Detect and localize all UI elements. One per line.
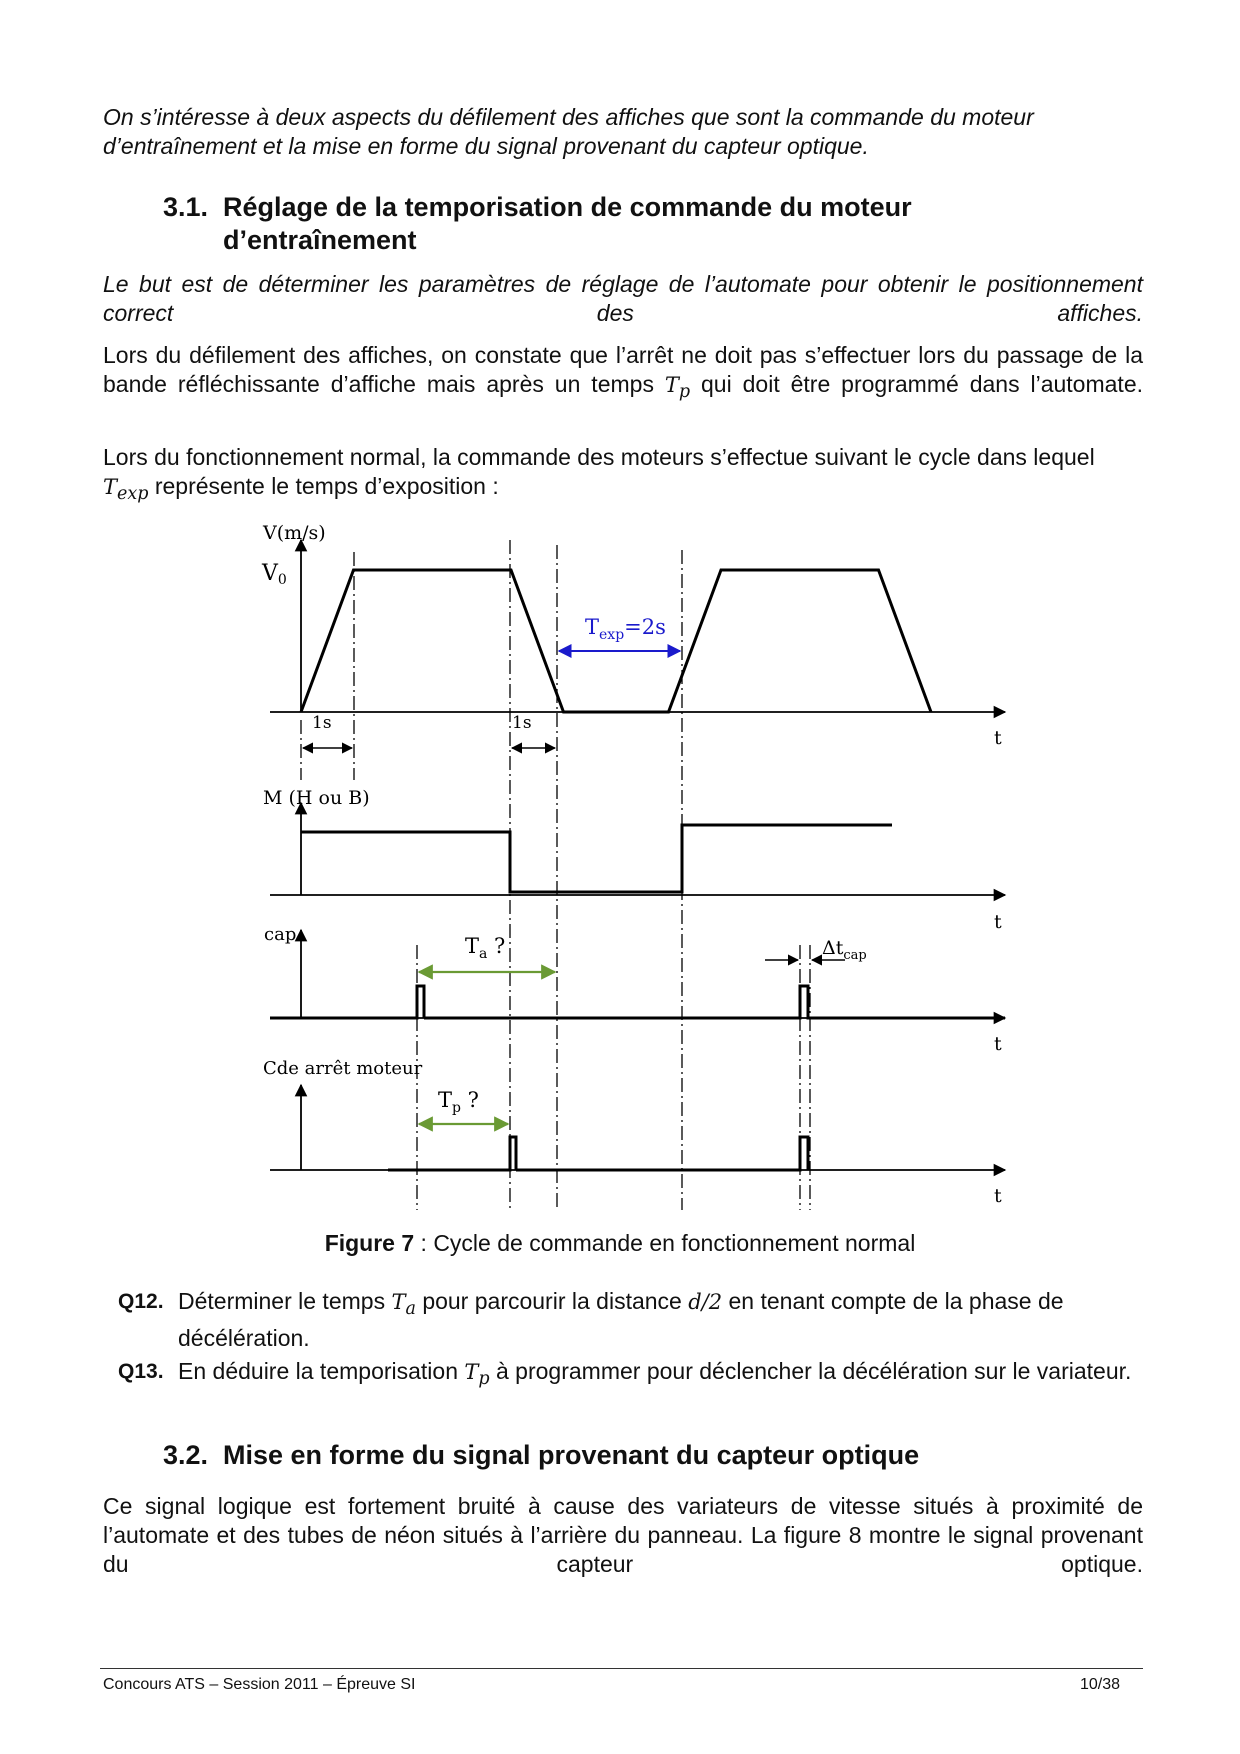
cap-axis-label: cap <box>264 924 297 945</box>
motor-signal <box>301 825 892 892</box>
section-number: 3.2. <box>163 1440 209 1470</box>
ta-label: $T_a$ ? <box>465 934 506 962</box>
question-q12: Q12. Déterminer le temps $T_a$ pour parcourir la distance d/2 en tenant compte de la phase de décélération. <box>118 1288 1064 1352</box>
cde-pulse <box>516 1137 808 1170</box>
question-number: Q13. <box>118 1360 164 1383</box>
decel-time-label: 1s <box>512 713 532 733</box>
section-number: 3.1. <box>163 192 209 222</box>
m-axis-label: M (H ou B) <box>263 787 370 809</box>
t-label: t <box>994 1033 1002 1055</box>
v-axis-label: V(m/s) <box>263 522 326 544</box>
cap-pulse <box>424 986 1005 1018</box>
t-label: t <box>994 911 1002 933</box>
figure-label: Figure 7 <box>324 1230 415 1256</box>
para-tp: Lors du défilement des affiches, on constate que l’arrêt ne doit pas s’effectuer lors du passage de la bande réfléchissante d’affiche mais après un temps $T_p$ qui doit être programmé dans l’automate. <box>103 342 1143 403</box>
section2-paragraph: Ce signal logique est fortement bruité à cause des variateurs de vitesse situés à proximité de l’automate et des tubes de néon situés à l’arrière du panneau. La figure 8 montre le signal provenant du capteur optique. <box>103 1493 1143 1577</box>
cap-pulse <box>270 986 424 1018</box>
section-title-cont: d’entraînement <box>223 225 417 255</box>
intro-paragraph: On s’intéresse à deux aspects du défilement des affiches que sont la commande du moteur d’entraînement et la mise en forme du signal provenant du capteur optique. <box>103 104 1034 159</box>
t-label: t <box>994 727 1002 749</box>
v0-label: V0 <box>262 561 287 588</box>
goal-paragraph: Le but est de déterminer les paramètres de réglage de l’automate pour obtenir le positionnement correct des affiches. <box>103 271 1143 326</box>
question-number: Q12. <box>118 1290 164 1313</box>
section-heading-3-2 <box>163 1439 919 1472</box>
dtcap-label: $\Delta t_{cap}$ <box>822 937 867 963</box>
cde-axis-label: Cde arrêt moteur <box>263 1058 423 1079</box>
footer-divider <box>100 1668 1143 1669</box>
footer-left: Concours ATS – Session 2011 – Épreuve SI <box>103 1676 416 1693</box>
page-number: 10/38 <box>1080 1676 1121 1693</box>
para-texp: Lors du fonctionnement normal, la commande des moteurs s’effectue suivant le cycle dans lequel $T_{exp}$ représente le temps d’exposition : <box>103 444 1095 505</box>
cde-pulse <box>388 1137 516 1170</box>
t-label: t <box>994 1185 1002 1207</box>
tp-label: $T_p$ ? <box>438 1088 479 1116</box>
question-q13: Q13. En déduire la temporisation $T_p$ à programmer pour déclencher la décélération sur le variateur. <box>118 1358 1132 1390</box>
accel-time-label: 1s <box>312 713 332 733</box>
texp-label: $T_{exp}=2s$ <box>585 615 666 643</box>
section-title: Mise en forme du signal provenant du capteur optique <box>223 1440 920 1470</box>
section-title: Réglage de la temporisation de commande du moteur <box>223 192 912 222</box>
figure-caption: Figure 7 : Cycle de commande en fonctionnement normal <box>324 1230 916 1256</box>
